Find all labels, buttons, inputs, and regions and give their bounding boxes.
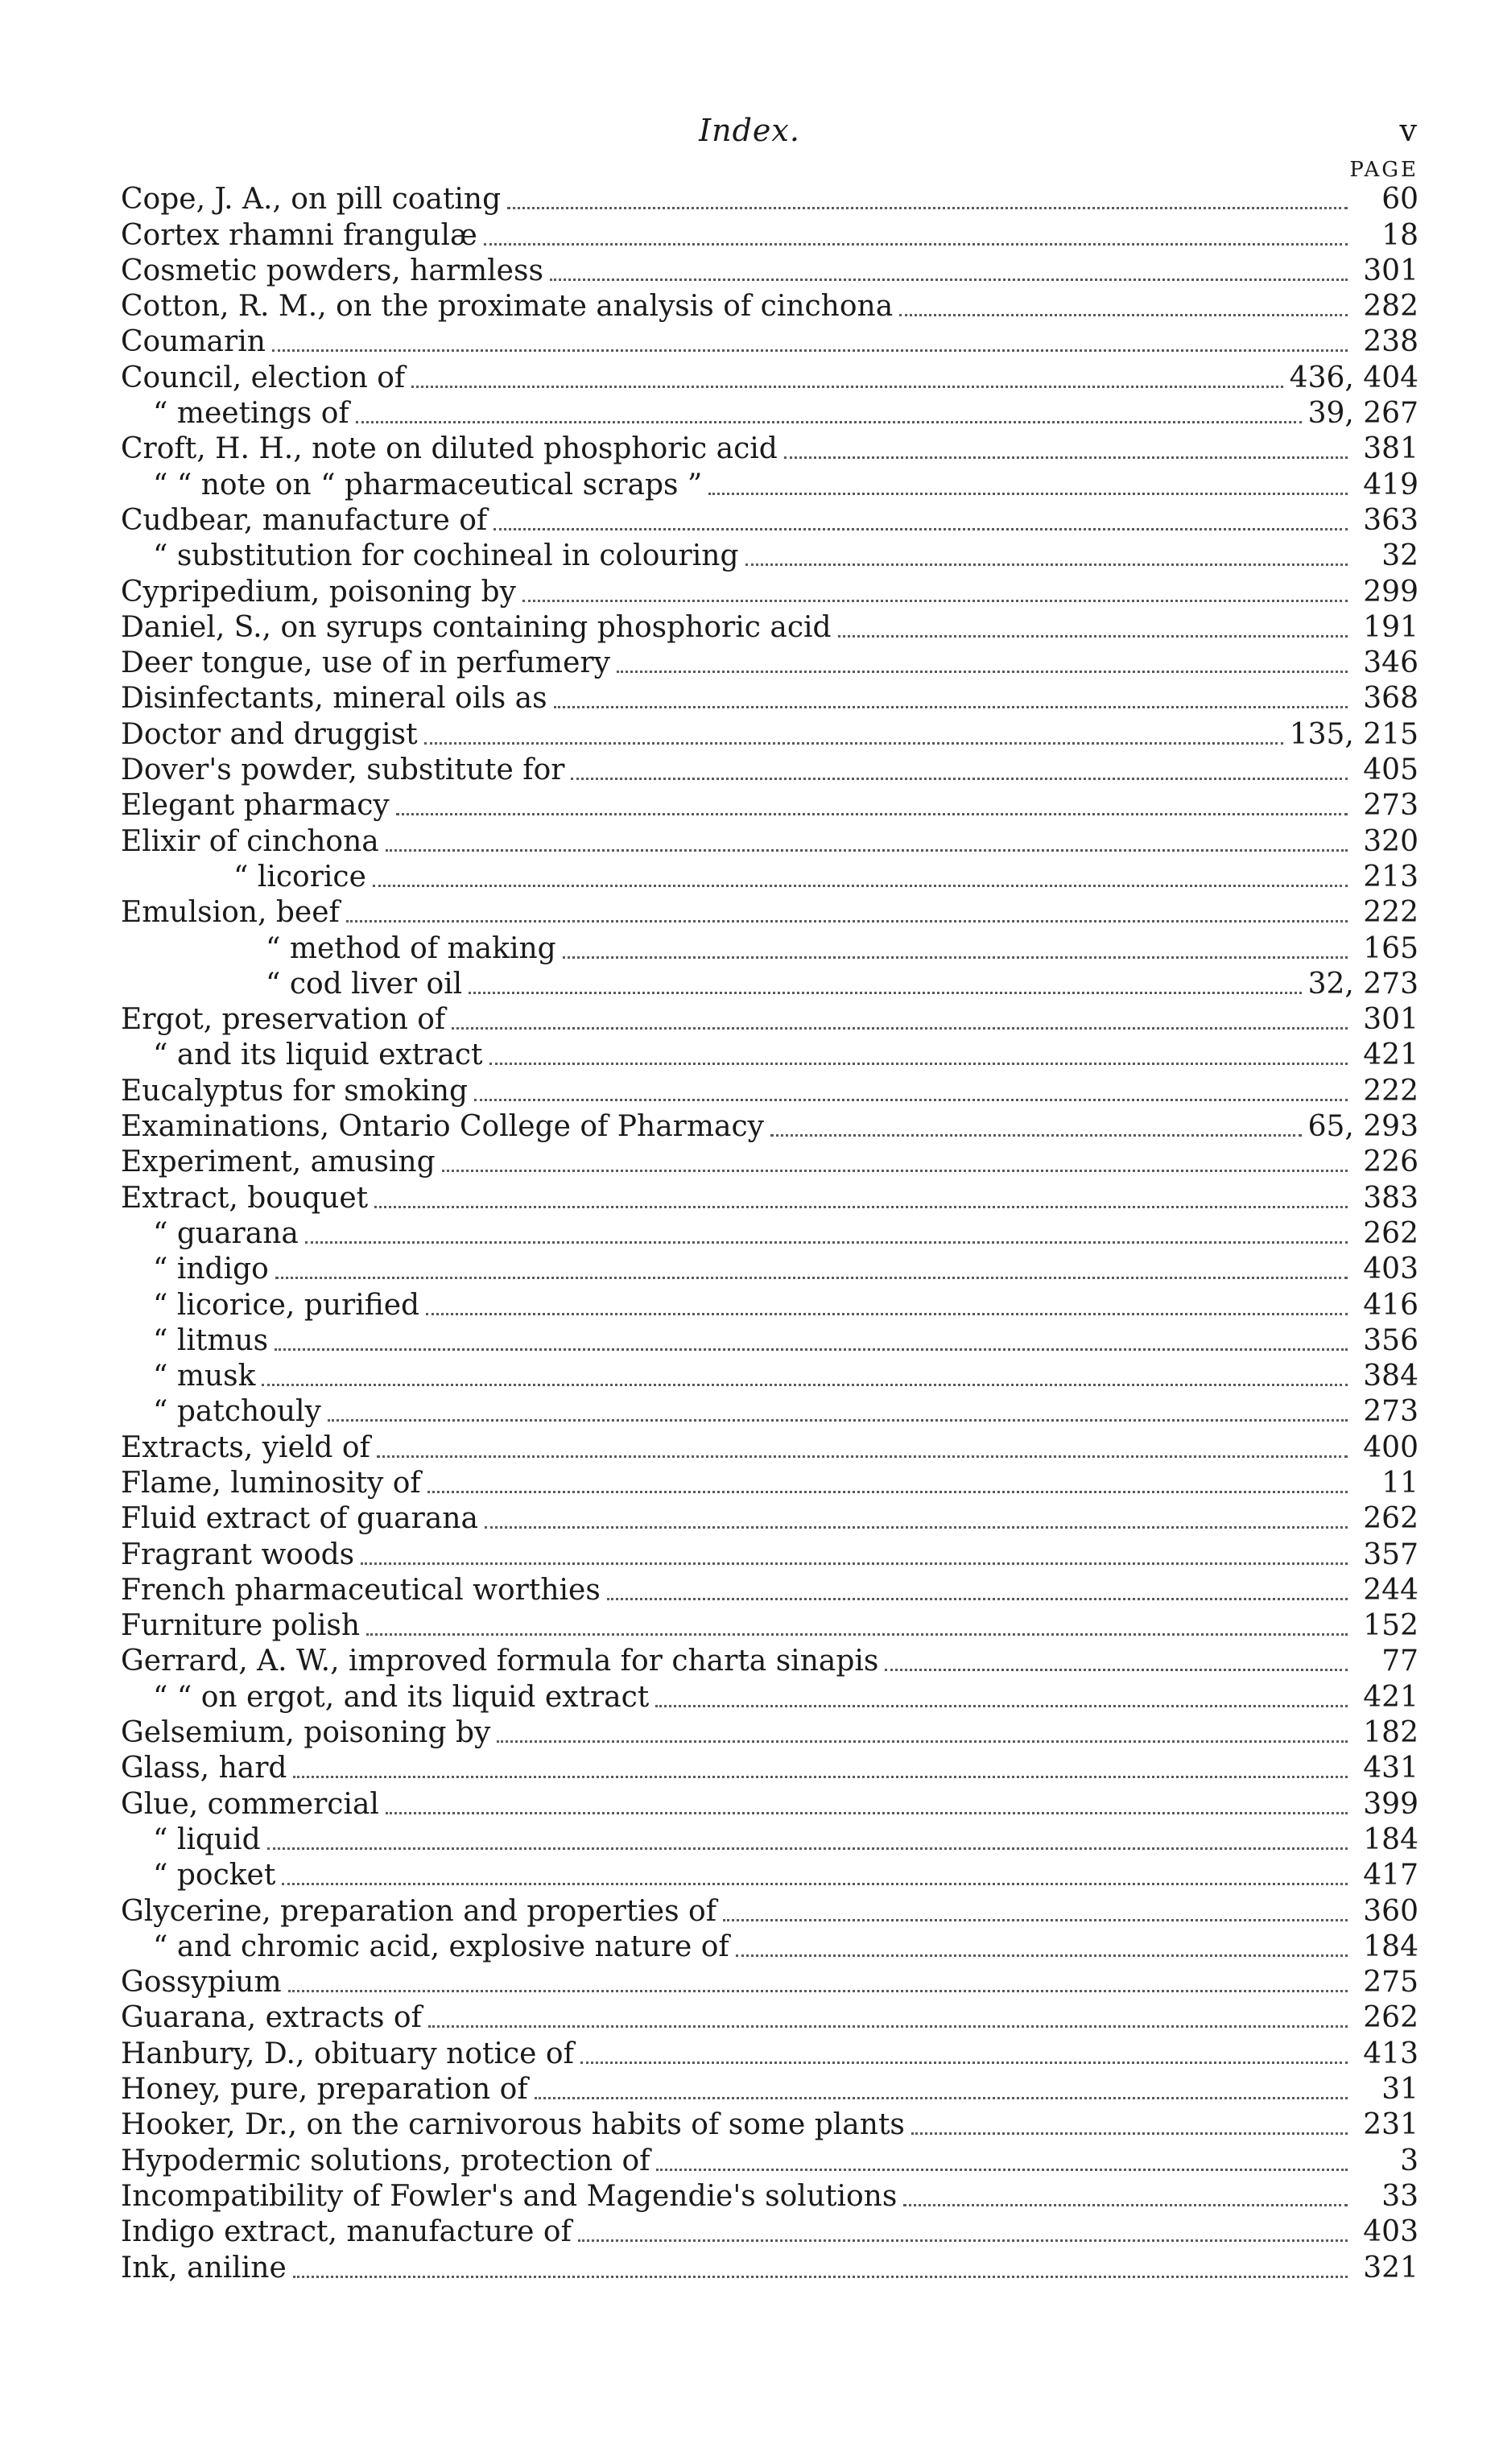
index-entry xyxy=(121,1858,1418,1893)
index-term: “ licorice, purified xyxy=(153,1288,420,1322)
page-ref: 77 xyxy=(1381,1645,1418,1678)
index-entry xyxy=(121,2143,1418,2178)
index-term: Doctor and druggist xyxy=(121,717,418,751)
index-entry xyxy=(121,1466,1418,1501)
dot-leader xyxy=(386,848,1348,852)
index-term: “ substitution for cochineal in colouring xyxy=(153,539,739,573)
index-entry xyxy=(121,1822,1418,1858)
page-ref: 182 xyxy=(1363,1716,1418,1750)
page-ref: 65, 293 xyxy=(1307,1110,1418,1144)
index-entry xyxy=(121,1751,1418,1786)
index-entry xyxy=(121,1644,1418,1679)
index-term: Croft, H. H., note on diluted phosphoric acid xyxy=(121,432,778,466)
index-term: Gerrard, A. W., improved formula for charta sinapis xyxy=(121,1645,879,1678)
page-ref: 360 xyxy=(1363,1894,1418,1928)
index-term: Coumarin xyxy=(121,325,266,359)
dot-leader xyxy=(656,2168,1348,2171)
index-term: “ indigo xyxy=(153,1253,269,1286)
index-entry xyxy=(121,2072,1418,2107)
dot-leader xyxy=(442,1169,1348,1172)
dot-leader xyxy=(484,242,1348,246)
index-entry xyxy=(121,2107,1418,2143)
index-term: “ cod liver oil xyxy=(266,967,463,1001)
page-ref: 431 xyxy=(1363,1752,1418,1785)
dot-leader xyxy=(305,1240,1348,1244)
dot-leader xyxy=(885,1668,1348,1671)
dot-leader xyxy=(293,1775,1348,1778)
dot-leader xyxy=(899,313,1348,316)
page-ref: 413 xyxy=(1363,2037,1418,2070)
page-ref: 32, 273 xyxy=(1307,967,1418,1001)
index-entry xyxy=(121,1394,1418,1430)
page-ref: 191 xyxy=(1363,610,1418,644)
dot-leader xyxy=(396,812,1348,815)
index-entry xyxy=(121,610,1418,646)
dot-leader xyxy=(485,1525,1348,1529)
page-ref: 421 xyxy=(1363,1038,1418,1072)
dot-leader xyxy=(578,2239,1348,2242)
dot-leader xyxy=(554,705,1348,708)
index-entry xyxy=(121,1073,1418,1108)
index-entry xyxy=(121,1679,1418,1715)
index-term: Indigo extract, manufacture of xyxy=(121,2215,572,2249)
page-ref: 400 xyxy=(1363,1430,1418,1464)
index-term: Gelsemium, poisoning by xyxy=(121,1716,491,1750)
index-entry xyxy=(121,539,1418,574)
index-term: Glycerine, preparation and properties of xyxy=(121,1894,717,1928)
dot-leader xyxy=(563,955,1348,959)
page-ref: 299 xyxy=(1363,575,1418,609)
dot-leader xyxy=(411,385,1282,388)
index-term: Fragrant woods xyxy=(121,1537,355,1571)
dot-leader xyxy=(275,1348,1348,1351)
index-term: Gossypium xyxy=(121,1966,282,2000)
dot-leader xyxy=(655,1704,1348,1707)
page-ref: 32 xyxy=(1381,539,1418,573)
index-term: “ meetings of xyxy=(153,397,349,431)
page-ref: 3 xyxy=(1400,2144,1418,2177)
dot-leader xyxy=(745,563,1348,566)
page-ref: 184 xyxy=(1363,1930,1418,1963)
index-entry xyxy=(121,1965,1418,2000)
dot-leader xyxy=(550,278,1348,281)
dot-leader xyxy=(377,1455,1348,1458)
page-ref: 346 xyxy=(1363,646,1418,680)
page-ref: 282 xyxy=(1363,290,1418,324)
page-ref: 356 xyxy=(1363,1323,1418,1357)
index-term: Cypripedium, poisoning by xyxy=(121,575,516,609)
dot-leader xyxy=(328,1418,1348,1422)
page-ref: 31 xyxy=(1381,2073,1418,2107)
page-ref: 226 xyxy=(1363,1145,1418,1179)
index-entry xyxy=(121,324,1418,360)
index-term: Extract, bouquet xyxy=(121,1181,369,1215)
page-ref: 60 xyxy=(1381,183,1418,217)
dot-leader xyxy=(267,1847,1348,1850)
dot-leader xyxy=(272,349,1348,352)
index-entry xyxy=(121,1893,1418,1929)
dot-leader xyxy=(736,1954,1348,1957)
index-term: Hypodermic solutions, protection of xyxy=(121,2144,650,2177)
index-entry xyxy=(121,931,1418,966)
dot-leader xyxy=(426,1312,1348,1315)
index-term: “ “ note on “ pharmaceutical scraps ” xyxy=(153,468,703,501)
index-entry xyxy=(121,1430,1418,1465)
page-ref: 152 xyxy=(1363,1609,1418,1643)
index-entry xyxy=(121,1287,1418,1323)
index-entry xyxy=(121,716,1418,752)
index-term: Elegant pharmacy xyxy=(121,789,390,823)
page-ref: 417 xyxy=(1363,1859,1418,1892)
page-ref: 301 xyxy=(1363,254,1418,287)
index-entry xyxy=(121,467,1418,502)
dot-leader xyxy=(497,1740,1348,1743)
index-term: French pharmaceutical worthies xyxy=(121,1573,601,1607)
index-term: Dover's powder, substitute for xyxy=(121,753,565,787)
page-ref: 275 xyxy=(1363,1966,1418,2000)
index-term: “ patchouly xyxy=(153,1395,321,1429)
page-ref: 273 xyxy=(1363,1395,1418,1429)
index-entry xyxy=(121,788,1418,823)
index-entry xyxy=(121,1038,1418,1073)
page-ref: 244 xyxy=(1363,1573,1418,1607)
dot-leader xyxy=(356,420,1302,423)
dot-leader xyxy=(262,1383,1348,1386)
index-term: “ “ on ergot, and its liquid extract xyxy=(153,1680,650,1714)
index-entry xyxy=(121,1359,1418,1394)
page-ref: 357 xyxy=(1363,1537,1418,1571)
index-entry xyxy=(121,681,1418,716)
page-ref: 33 xyxy=(1381,2179,1418,2213)
index-entry xyxy=(121,182,1418,217)
running-head xyxy=(0,106,1499,155)
index-term: Honey, pure, preparation of xyxy=(121,2073,528,2107)
index-entry xyxy=(121,254,1418,289)
page-ref: 381 xyxy=(1363,432,1418,466)
index-entry xyxy=(121,823,1418,859)
index-entry xyxy=(121,1323,1418,1359)
index-term: Extracts, yield of xyxy=(121,1430,370,1464)
index-term: Disinfectants, mineral oils as xyxy=(121,682,547,716)
index-entry xyxy=(121,574,1418,609)
page-ref: 436, 404 xyxy=(1289,361,1418,394)
page-ref: 262 xyxy=(1363,1216,1418,1250)
page-ref: 222 xyxy=(1363,896,1418,930)
index-term: “ and its liquid extract xyxy=(153,1038,483,1072)
dot-leader xyxy=(708,492,1348,495)
index-term: Furniture polish xyxy=(121,1609,361,1643)
page-ref: 405 xyxy=(1363,753,1418,787)
index-term: Daniel, S., on syrups containing phosphoric acid xyxy=(121,610,832,644)
page-ref: 368 xyxy=(1363,682,1418,716)
index-entry xyxy=(121,1216,1418,1252)
index-entry xyxy=(121,1608,1418,1644)
index-term: “ pocket xyxy=(153,1859,276,1892)
page-ref: 363 xyxy=(1363,503,1418,537)
dot-leader xyxy=(275,1276,1348,1279)
dot-leader xyxy=(474,1098,1348,1101)
dot-leader xyxy=(911,2132,1348,2135)
index-entry xyxy=(121,2000,1418,2036)
page-ref: 11 xyxy=(1381,1466,1418,1500)
index-term: “ musk xyxy=(153,1360,256,1393)
index-entry xyxy=(121,2179,1418,2214)
dot-leader xyxy=(386,1811,1348,1814)
index-term: “ litmus xyxy=(153,1323,269,1357)
index-entry xyxy=(121,1537,1418,1572)
page-ref: 262 xyxy=(1363,1502,1418,1536)
dot-leader xyxy=(723,1918,1348,1921)
dot-leader xyxy=(428,2024,1348,2028)
index-term: Experiment, amusing xyxy=(121,1145,436,1179)
dot-leader xyxy=(489,1062,1348,1065)
index-entry xyxy=(121,753,1418,788)
index-entry xyxy=(121,2250,1418,2285)
index-term: Hooker, Dr., on the carnivorous habits of some plants xyxy=(121,2108,905,2142)
dot-leader xyxy=(374,1205,1348,1208)
index-entries xyxy=(121,182,1418,2286)
page-ref: 135, 215 xyxy=(1289,717,1418,751)
index-entry xyxy=(121,860,1418,895)
dot-leader xyxy=(617,670,1348,673)
index-term: Ink, aniline xyxy=(121,2251,287,2284)
dot-leader xyxy=(903,2203,1348,2206)
dot-leader xyxy=(580,2061,1348,2064)
index-entry xyxy=(121,1573,1418,1608)
page-ref: 165 xyxy=(1363,931,1418,965)
page-ref: 301 xyxy=(1363,1003,1418,1037)
page-ref: 419 xyxy=(1363,468,1418,501)
index-term: Emulsion, beef xyxy=(121,896,340,930)
page-column-label: PAGE xyxy=(1349,158,1418,182)
index-term: “ guarana xyxy=(153,1216,299,1250)
page-ref: 403 xyxy=(1363,1253,1418,1286)
dot-leader xyxy=(571,777,1348,780)
dot-leader xyxy=(493,527,1348,530)
page-number: v xyxy=(1399,113,1418,148)
dot-leader xyxy=(770,1133,1302,1137)
index-entry xyxy=(121,1109,1418,1145)
index-term: “ liquid xyxy=(153,1822,261,1856)
page-ref: 39, 267 xyxy=(1307,397,1418,431)
page-ref: 399 xyxy=(1363,1787,1418,1821)
page-ref: 213 xyxy=(1363,860,1418,894)
page-ref: 416 xyxy=(1363,1288,1418,1322)
page-ref: 421 xyxy=(1363,1680,1418,1714)
dot-leader xyxy=(373,884,1348,887)
index-entry xyxy=(121,217,1418,253)
dot-leader xyxy=(535,2096,1348,2099)
index-term: Ergot, preservation of xyxy=(121,1003,446,1037)
dot-leader xyxy=(361,1562,1348,1565)
page-ref: 222 xyxy=(1363,1074,1418,1108)
index-entry xyxy=(121,2036,1418,2071)
index-term: Cosmetic powders, harmless xyxy=(121,254,543,287)
page-ref: 231 xyxy=(1363,2108,1418,2142)
dot-leader xyxy=(838,634,1348,638)
index-entry xyxy=(121,2214,1418,2250)
index-entry xyxy=(121,1501,1418,1537)
index-term: Deer tongue, use of in perfumery xyxy=(121,646,610,680)
index-term: “ licorice xyxy=(233,860,366,894)
index-entry xyxy=(121,646,1418,681)
page-ref: 273 xyxy=(1363,789,1418,823)
index-term: Elixir of cinchona xyxy=(121,824,379,858)
page-ref: 18 xyxy=(1381,218,1418,252)
dot-leader xyxy=(427,1490,1348,1493)
dot-leader xyxy=(424,741,1283,745)
dot-leader xyxy=(607,1597,1348,1600)
page-ref: 184 xyxy=(1363,1822,1418,1856)
index-term: “ method of making xyxy=(266,931,556,965)
index-term: Incompatibility of Fowler's and Magendie's solutions xyxy=(121,2179,898,2213)
index-term: Cudbear, manufacture of xyxy=(121,503,488,537)
index-entry xyxy=(121,289,1418,324)
index-entry xyxy=(121,1715,1418,1751)
index-entry xyxy=(121,1002,1418,1038)
page-ref: 321 xyxy=(1363,2251,1418,2284)
dot-leader xyxy=(469,991,1301,994)
index-term: Glass, hard xyxy=(121,1752,287,1785)
page-ref: 320 xyxy=(1363,824,1418,858)
dot-leader xyxy=(346,919,1348,922)
index-term: Council, election of xyxy=(121,361,406,394)
dot-leader xyxy=(366,1632,1348,1636)
index-entry xyxy=(121,396,1418,431)
page-ref: 238 xyxy=(1363,325,1418,359)
index-entry xyxy=(121,1252,1418,1287)
dot-leader xyxy=(293,2275,1348,2278)
index-term: Cortex rhamni frangulæ xyxy=(121,218,477,252)
index-entry xyxy=(121,431,1418,467)
index-term: Flame, luminosity of xyxy=(121,1466,421,1500)
index-term: “ and chromic acid, explosive nature of xyxy=(153,1930,729,1963)
dot-leader xyxy=(522,599,1348,602)
index-term: Examinations, Ontario College of Pharmacy xyxy=(121,1110,764,1144)
index-term: Guarana, extracts of xyxy=(121,2001,422,2035)
index-entry xyxy=(121,1786,1418,1822)
dot-leader xyxy=(784,456,1348,459)
index-entry xyxy=(121,1930,1418,1965)
index-entry xyxy=(121,503,1418,539)
index-term: Fluid extract of guarana xyxy=(121,1502,478,1536)
dot-leader xyxy=(507,206,1348,209)
page-title: Index. xyxy=(699,113,800,148)
page-ref: 262 xyxy=(1363,2001,1418,2035)
index-entry xyxy=(121,967,1418,1002)
index-term: Eucalyptus for smoking xyxy=(121,1074,469,1108)
page-ref: 403 xyxy=(1363,2215,1418,2249)
page-ref: 384 xyxy=(1363,1360,1418,1393)
index-term: Cotton, R. M., on the proximate analysis of cinchona xyxy=(121,290,894,324)
index-entry xyxy=(121,360,1418,395)
index-entry xyxy=(121,1145,1418,1180)
dot-leader xyxy=(288,1989,1348,1992)
page-ref: 383 xyxy=(1363,1181,1418,1215)
index-term: Cope, J. A., on pill coating xyxy=(121,183,502,217)
dot-leader xyxy=(282,1882,1348,1885)
index-entry xyxy=(121,1180,1418,1215)
index-term: Glue, commercial xyxy=(121,1787,379,1821)
index-entry xyxy=(121,895,1418,931)
index-term: Hanbury, D., obituary notice of xyxy=(121,2037,574,2070)
dot-leader xyxy=(452,1026,1348,1030)
